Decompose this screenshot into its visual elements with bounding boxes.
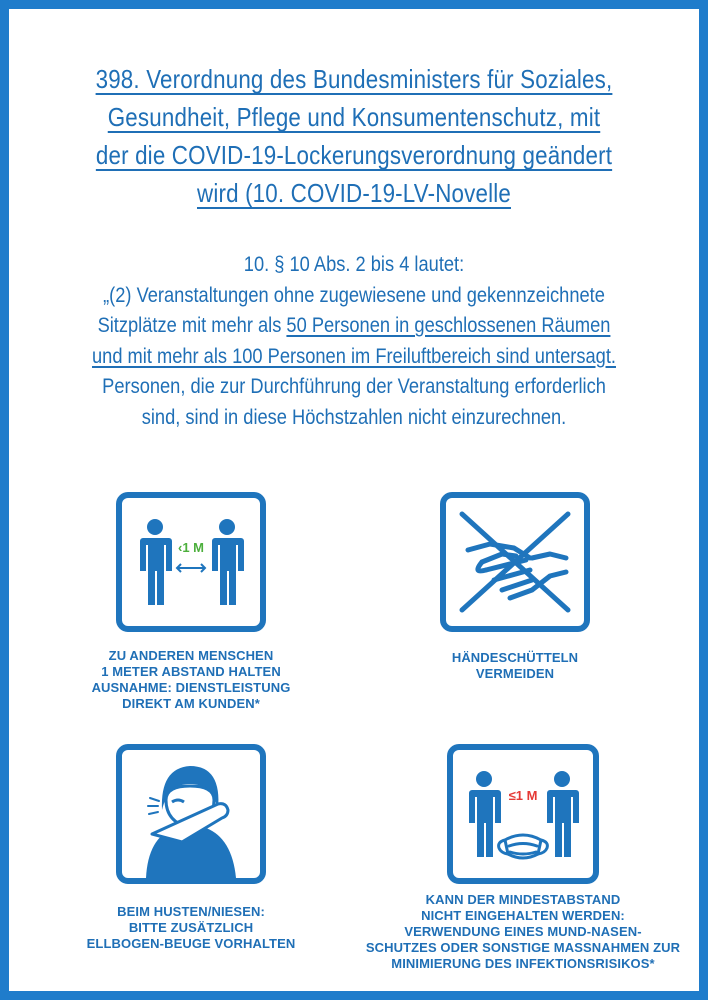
caption-line: ELLBOGEN-BEUGE VORHALTEN — [86, 936, 296, 951]
cough-caption — [86, 904, 296, 952]
caption-line: HÄNDESCHÜTTELN — [451, 650, 579, 665]
mask-caption — [358, 892, 688, 972]
no-handshake-icon — [440, 492, 590, 632]
caption-line: AUSNAHME: DIENSTLEISTUNG — [91, 680, 291, 695]
law-line — [72, 311, 636, 342]
caption-line: BEIM HUSTEN/NIESEN: — [117, 904, 265, 919]
law-line: Personen, die zur Durchführung der Veranstaltung erforderlich — [102, 375, 606, 398]
law-line-part: Sitzplätze mit mehr als — [97, 314, 287, 337]
distance-caption — [86, 648, 296, 712]
title-line: 398. Verordnung des Bundesministers für Soziales, — [95, 64, 613, 94]
title-line: Gesundheit, Pflege und Konsumentenschutz, mit — [107, 102, 601, 132]
law-line: sind, sind in diese Höchstzahlen nicht einzurechnen. — [141, 405, 567, 429]
caption-line: VERMEIDEN — [475, 666, 555, 681]
caption-line: VERWENDUNG EINES MUND-NASEN- — [404, 924, 642, 939]
caption-line: NICHT EINGEHALTEN WERDEN: — [421, 908, 625, 923]
mask-distance-label: ≤1 M — [508, 788, 538, 803]
cough-into-elbow-icon — [116, 744, 266, 884]
title-line: der die COVID-19-Lockerungsverordnung geändert — [95, 140, 613, 170]
law-line: „(2) Veranstaltungen ohne zugewiesene und gekennzeichnete — [103, 283, 605, 307]
law-underlined-part: 50 Personen in geschlossenen Räumen — [286, 314, 611, 337]
title-line: wird (10. COVID-19-LV-Novelle — [196, 178, 511, 208]
caption-line: DIREKT AM KUNDEN* — [122, 696, 260, 711]
handshake-caption — [410, 650, 620, 682]
distance-label: ‹1 M — [178, 540, 204, 555]
caption-line: 1 METER ABSTAND HALTEN — [101, 664, 281, 679]
caption-line: ZU ANDEREN MENSCHEN — [108, 648, 274, 663]
caption-line: SCHUTZES ODER SONSTIGE MASSNAHMEN ZUR — [365, 940, 681, 955]
caption-line: KANN DER MINDESTABSTAND — [425, 892, 621, 907]
page-title — [84, 60, 624, 212]
law-text — [72, 250, 636, 433]
law-heading: 10. § 10 Abs. 2 bis 4 lautet: — [243, 253, 465, 276]
law-line-underlined: und mit mehr als 100 Personen im Freiluftbereich sind untersagt. — [91, 344, 616, 368]
people-distance-icon — [116, 492, 266, 632]
people-mask-icon — [447, 744, 599, 884]
caption-line: BITTE ZUSÄTZLICH — [128, 920, 254, 935]
caption-line: MINIMIERUNG DES INFEKTIONSRISIKOS* — [391, 956, 655, 971]
